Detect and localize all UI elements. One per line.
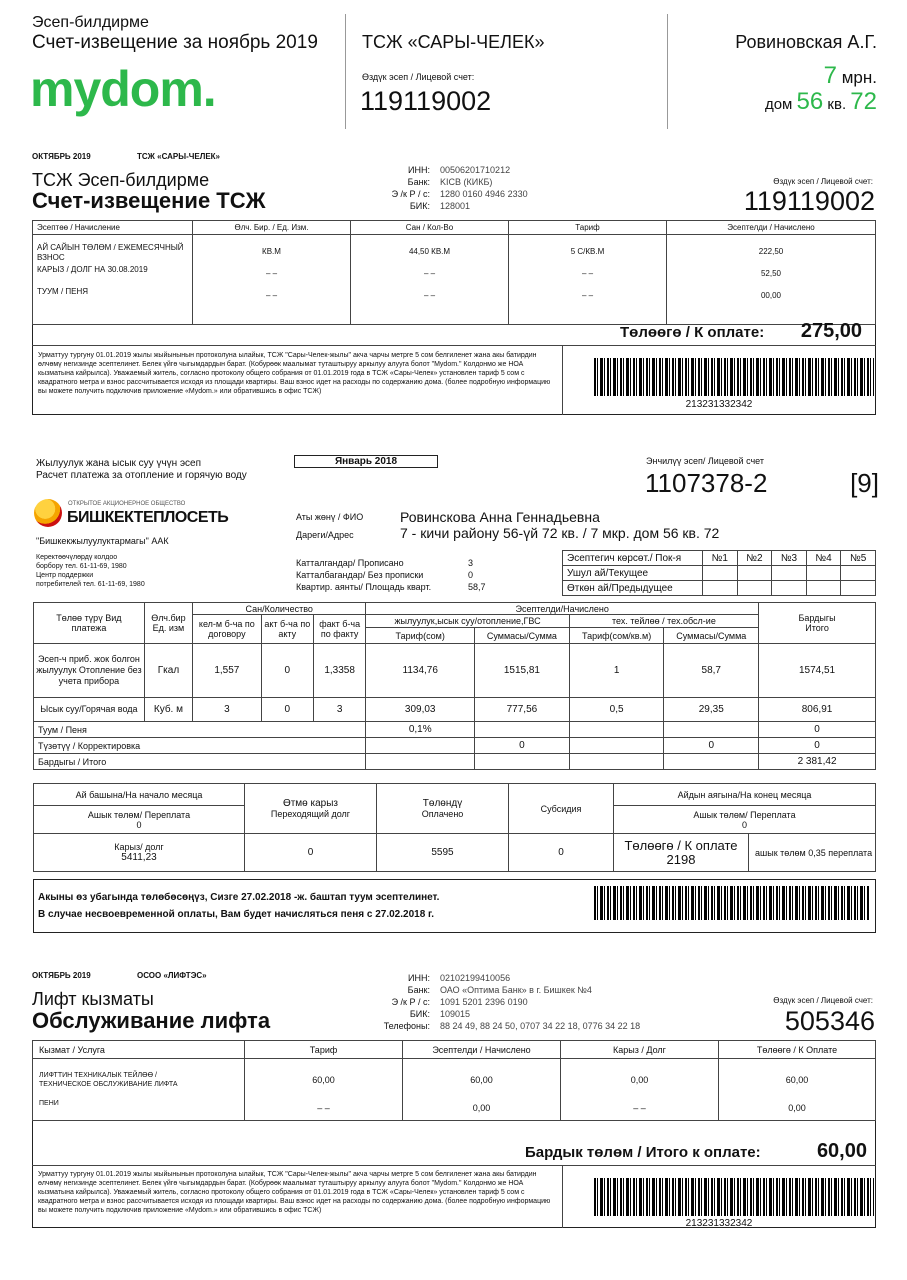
lift-bank-values: 02102199410056 ОАО «Оптима Банк» в г. Бишкек №4 1091 5201 2396 0190 109015 88 24 49, 88 24 50, 0707 34 22 18, 0776 34 22 18 [440, 973, 641, 1031]
heat-addr-label: Дареги/Адрес [296, 530, 354, 540]
tsj-barcode-number: 213231332342 [685, 399, 753, 410]
lift-barcode-number: 213231332342 [685, 1218, 753, 1229]
kv-num: 72 [850, 88, 877, 115]
header-mkr [824, 62, 877, 90]
lift-table: Кызмат / Услуга Тариф Эсептелди / Начислено Карыз / Долг Төлөөгө / К Оплате ЛИФТТИН ТЕХНИКАЛЫК ТЕЙЛӨӨ / ТЕХНИЧЕСКОЕ ОБСЛУЖИВАНИЕ ЛИФТА ПЕНИ 60,00 – – 60,00 0,00 0,00 – – 60,00 0,00 [32, 1040, 876, 1121]
kv-label: кв. [827, 96, 847, 113]
tsj-cell-tariff: 5 С/КВ.М – – – – [509, 235, 667, 325]
lift-org: ОСОО «ЛИФТЭС» [137, 971, 207, 980]
tsj-cell-names: АЙ САЙЫН ТӨЛӨМ / ЕЖЕМЕСЯЧНЫЙ ВЗНОС КАРЫЗ / ДОЛГ НА 30.08.2019 ТУУМ / ПЕНЯ [33, 235, 193, 325]
heat-account-label: Энчилүү эсеп/ Лицевой счет [646, 456, 765, 466]
tsj-title2: Счет-извещение ТСЖ [32, 188, 266, 213]
tsj-cell-units: КВ.М – – – – [193, 235, 351, 325]
tsj-org: ТСЖ «САРЫ-ЧЕЛЕК» [137, 152, 220, 161]
tsj-period: ОКТЯБРЬ 2019 [32, 152, 91, 161]
header-account-label: Өздүк эсеп / Лицевой счет: [362, 72, 475, 82]
lift-title1: Лифт кызматы [32, 989, 154, 1009]
heat-fio-label: Аты жөнү / ФИО [296, 512, 364, 522]
lift-account-label: Өздүк эсеп / Лицевой счет: [773, 996, 873, 1005]
tsj-bank-values: 00506201710212 KICB (КИКБ) 1280 0160 4946 2330 128001 [440, 165, 528, 211]
header-owner: Ровиновская А.Г. [735, 32, 877, 52]
heat-company-small: ОТКРЫТОЕ АКЦИОНЕРНОЕ ОБЩЕСТВО [68, 501, 186, 507]
heat-service: Жылуулук жана ысык суу үчүн эсеп Расчет платежа за отопление и горячую воду [36, 458, 247, 481]
tsj-total-label: Төлөөгө / К оплате: [620, 324, 765, 341]
heat-code: [9] [850, 468, 879, 498]
heat-support: Керектөөчүлөрдү колдоо борбору тел. 61-11-69, 1980 Центр поддержки потребителей тел. 61-11-69, 1980 [36, 554, 145, 588]
heat-warning: Акыны өз убагында төлөбөсөңүз, Сизге 27.02.2018 -ж. баштап туум эсептелинет. В случае несвоевременной оплаты, Вам будет начисляться пеня с 27.02.2018 г. [38, 892, 440, 920]
heat-company: БИШКЕКТЕПЛОСЕТЬ [67, 509, 229, 526]
header-org: ТСЖ «САРЫ-ЧЕЛЕК» [362, 32, 545, 52]
tsj-bank-labels: ИНН: Банк: Э /к Р / с: БИК: [391, 165, 430, 211]
lift-bank-labels: ИНН: Банк: Э /к Р / с: БИК: Телефоны: [383, 973, 430, 1031]
lift-period: ОКТЯБРЬ 2019 [32, 971, 91, 980]
heat-paid: Төлөндү Оплачено [377, 784, 509, 834]
heat-reg-values: 3 0 58,7 [468, 558, 486, 592]
bishkekteploset-logo-icon [34, 499, 62, 527]
heat-addr: 7 - кичи району 56-үй 72 кв. / 7 мкр. дом 56 кв. 72 [400, 525, 720, 541]
lift-account: 505346 [784, 1006, 875, 1036]
tsj-note: Урматтуу тургуну 01.01.2019 жылы жыйынынын протоколуна ылайык, ТСЖ "Сары-Челек-жылы" акча чарчы метрге 5 сом белгиленет жана акы батирдин өлчөмү негизинде эсептелинет. Белек үйгө чыгымдардын барат. (Кобурөөк маалымат туташтыруу аркылуу алууга болот "Mydom." Колдонмо же НОА кызматына кайрылса). Уважаемый житель, согласно протоколу общего собрания от 01.01.2019 года в ТСЖ «Сары-Челек» установлен тариф 5 сом с квадратного метра и взнос рассчитывается исходя из площади квартиры. Ваш взнос идет на расходы по содержанию дома. (более подробную информацию вы можете получить подключив приложение «Mydom.» или обратившись в офис ТСЖ) [38, 352, 551, 395]
heat-account: 1107378-2 [645, 468, 768, 498]
tsj-cell-qty: 44,50 КВ.М – – – – [351, 235, 509, 325]
heat-barcode [594, 886, 870, 920]
header-line1: Эсеп-билдирме [32, 14, 149, 31]
tsj-col-3: Тариф [509, 221, 667, 235]
dom-num: 56 [796, 88, 824, 115]
tsj-col-2: Сан / Кол-Во [351, 221, 509, 235]
tsj-account-label: Өздүк эсеп / Лицевой счет: [773, 177, 873, 186]
heat-meter-table: Эсептегич көрсөт./ Пок-я №1 №2 №3 №4 №5 Ушул ай/Текущее Өткөн ай/Предыдущее [562, 550, 876, 596]
heat-main-table: Төлөө түрү Вид платежа Өлч.бир Ед. изм Сан/Количество Эсептелди/Начислено Бардыгы Итого кел-м б-ча по договору акт б-ча по акту факт б-ча по факту жылуулук,ысык суу/отопление,ГВС тех. тейлөө / тех.обсл-ие Тариф(сом) Суммасы/Сумма Тариф(сом/кв.м) Суммасы/Сумма Эсеп-ч приб. жок болгон жылуулук Отопление без учета прибора Гкал 1,557 0 1,3358 1134,76 1515,81 1 58,7 1574,51 Ысык суу/Горячая вода Куб. м 3 0 3 309,03 777,56 0,5 29,35 806,91 Туум / Пеня 0,1% 0 Түзөтүү / Корректировка 0 0 0 Бардыгы / Итого 2 381,42 [33, 602, 876, 770]
dom-label: дом [764, 96, 793, 113]
header-dom [765, 88, 877, 116]
heat-company-kg: "Бишкекжылуулуктармагы" ААК [36, 536, 169, 546]
heat-reg-labels: Катталгандар/ Прописано Катталбагандар/ Без прописки Квартир. аянты/ Площадь кварт. [296, 558, 432, 592]
tsj-col-0: Эсептөө / Начисление [33, 221, 193, 235]
mydom-logo: mydom. [30, 61, 216, 117]
lift-title2: Обслуживание лифта [32, 1008, 271, 1033]
heat-period: Январь 2018 [294, 455, 438, 468]
heat-fio: Ровинскова Анна Геннадьевна [400, 509, 600, 525]
tsj-account: 119119002 [743, 186, 875, 216]
tsj-table [32, 220, 876, 325]
tsj-total: 275,00 [800, 320, 862, 342]
tsj-title1: ТСЖ Эсеп-билдирме [32, 170, 210, 190]
header-line2: Счет-извещение за ноябрь 2019 [32, 32, 318, 53]
lift-note: Урматтуу тургуну 01.01.2019 жылы жыйынынын протоколуна ылайык, ТСЖ "Сары-Челек-жылы" акча чарчы метрге 5 сом белгиленет жана акы батирдин өлчөмү негизинде эсептелинет. Белек үйгө чыгымдардын барат. (Кобурөөк маалымат туташтыруу аркылуу алууга болот "Mydom." Колдонмо же НОА кызматына кайрылса). Уважаемый житель, согласно протоколу общего собрания от 01.01.2019 года в ТСЖ «Сары-Челек» установлен тариф 5 сом с квадратного метра и взнос рассчитывается исходя из площади квартиры. Ваш взнос идет на расходы по содержанию дома. (более подробную информацию вы можете получить подключив приложение «Mydom.» или обратившись в офис ТСЖ) [38, 1171, 551, 1214]
tsj-col-4: Эсептелди / Начислено [667, 221, 876, 235]
tsj-cell-charged: 222,50 52,50 00,00 [667, 235, 876, 325]
heat-summary-table: Ай башына/На начало месяца Өтмө карыз Переходящий долг Төлөндү Оплачено Субсидия Айдын аягына/На конец месяца Ашык төлөм/ Переплата 0 Ашык төлөм/ Переплата 0 Карыз/ долг 5411,23 0 5595 0 Төлөөгө / К оплате 2198 ашык төлөм 0,35 переплата [33, 783, 876, 872]
header-account: 119119002 [360, 86, 492, 116]
mkr-label: мрн. [841, 68, 877, 87]
tsj-barcode [594, 358, 874, 396]
tsj-col-1: Өлч. Бир. / Ед. Изм. [193, 221, 351, 235]
heat-transfer-debt: Өтмө карыз Переходящий долг [245, 784, 377, 834]
mkr-num: 7 [823, 62, 837, 89]
lift-barcode [594, 1178, 874, 1216]
lift-total-label: Бардык төлөм / Итого к оплате: [525, 1144, 761, 1161]
lift-total: 60,00 [816, 1140, 867, 1162]
